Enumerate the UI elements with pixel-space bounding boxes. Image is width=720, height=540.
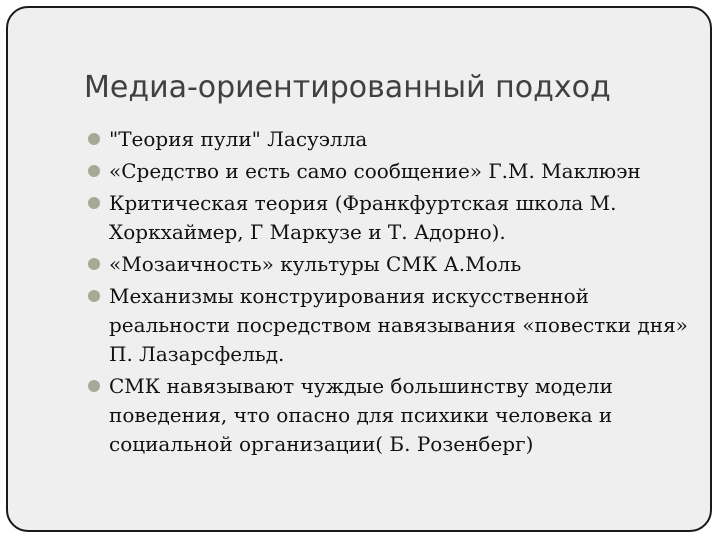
bullet-icon [88, 380, 100, 392]
bullet-icon [88, 165, 100, 177]
bullet-icon [88, 290, 100, 302]
bullet-text: СМК навязывают чуждые большинству модели поведения, что опасно для психики человека и социальной организации( Б. Розенберг) [109, 374, 613, 456]
bullet-item [88, 250, 698, 279]
bullet-text: "Теория пули" Ласуэлла [109, 127, 368, 151]
bullet-text: «Мозаичность» культуры СМК А.Моль [109, 252, 522, 276]
slide-title: Медиа-ориентированный подход [84, 70, 611, 105]
bullet-text: Критическая теория (Франкфуртская школа М. Хоркхаймер, Г Маркузе и Т. Адорно). [109, 191, 617, 244]
bullet-icon [88, 133, 100, 145]
bullet-icon [88, 197, 100, 209]
bullet-item [88, 189, 698, 247]
bullet-text: «Средство и есть само сообщение» Г.М. Маклюэн [109, 159, 641, 183]
bullet-item [88, 372, 698, 459]
bullet-item [88, 282, 698, 369]
bullet-text: Механизмы конструирования искусственной реальности посредством навязывания «повестки дня» П. Лазарсфельд. [109, 284, 688, 366]
bullet-item [88, 125, 698, 154]
slide-frame [6, 6, 712, 532]
bullet-list [88, 125, 698, 462]
bullet-item [88, 157, 698, 186]
bullet-icon [88, 258, 100, 270]
